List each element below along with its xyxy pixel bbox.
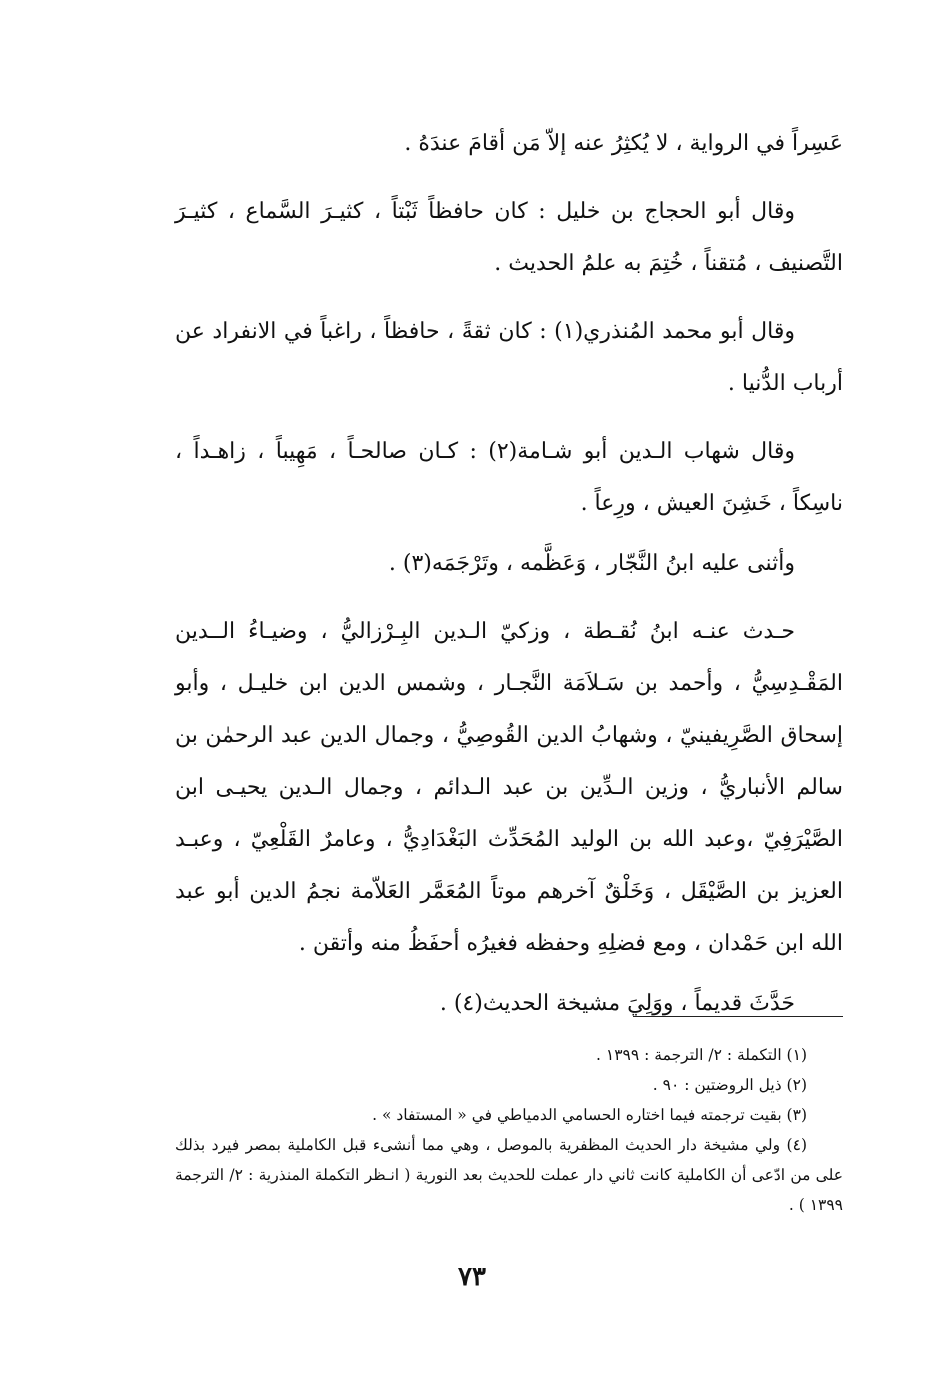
paragraph-continuation: عَسِراً في الرواية ، لا يُكثِرُ عنه إلاّ مَن أقامَ عندَهُ . [404, 131, 843, 156]
footnotes [175, 1040, 843, 1220]
footnote-divider [633, 1016, 843, 1017]
page-number: ٧٣ [458, 1262, 486, 1292]
paragraph-ibn-al-najjar: وأثنى عليه ابنُ النَّجّار ، وَعَظَّمه ، وتَرْجَمَه(٣) . [388, 551, 795, 576]
paragraph-abu-shama-quote: وقال شهاب الـدين أبو شـامة(٢) : كـان صالحـاً ، مَهِيباً ، زاهـداً ، ناسِكاً ، خَشِنَ العيش ، ورِعاً . [175, 439, 843, 516]
footnote-1: (١) التكملة : ٢/ الترجمة : ١٣٩٩ . [596, 1046, 807, 1064]
footnote-4: (٤) ولي مشيخة دار الحديث المظفرية بالموصل ، وهي مما أنشىء قبل الكاملية بمصر فيرد بذلك على من ادّعى أن الكاملية كانت ثاني دار عملت للحديث بعد النورية ( انـظر التكملة المنذرية : ٢/ الترجمة ١٣٩٩ ) . [175, 1136, 843, 1214]
footnote-2: (٢) ذيل الروضتين : ٩٠ . [652, 1076, 807, 1094]
main-text [175, 118, 843, 1046]
paragraph-abu-al-hajjaj-quote: وقال أبو الحجاج بن خليل : كان حافظاً ثَبْتاً ، كثيـرَ السَّماع ، كثيـرَ التَّصنيف ، مُتقناً ، خُتِمَ به علمُ الحديث . [175, 199, 843, 276]
paragraph-mashyakha: حَدَّثَ قديماً ، ووَلِيَ مشيخة الحديث(٤) . [439, 991, 795, 1016]
paragraph-al-mundhiri-quote: وقال أبو محمد المُنذري(١) : كان ثقةً ، حافظاً ، راغباً في الانفراد عن أرباب الدُّنيا . [175, 319, 843, 396]
paragraph-narrators: حـدث عنـه ابنُ نُقـطة ، وزكيّ الـدين البِـرْزاليُّ ، وضيـاءُ الــدين المَقْـدِسِيُّ ، وأحمد بن سَـلاَمَة النَّجـار ، وشمس الدين ابن خليـل ، وأبو إسحاق الصَّرِيفينيّ ، وشهابُ الدين القُوصِيُّ ، وجمال الدين عبد الرحمٰن بن سالم الأنباريُّ ، وزين الـدِّين بن عبد الـدائم ، وجمال الـدين يحيـى ابن الصَّيْرَفِيّ ،وعبد الله بن الوليد المُحَدِّث البَغْدَادِيُّ ، وعامرٌ القَلْعِيّ ، وعبـد العزيز بن الصَّيْقَل ، وَخَلْقٌ آخرهم موتاً المُعَمَّر العَلاّمة نجمُ الدين أبو عبد الله ابن حَمْدان ، ومع فضلِهِ وحفظه فغيرُه أحفَظُ منه وأتقن . [175, 619, 843, 956]
footnote-3: (٣) بقيت ترجمته فيما اختاره الحسامي الدمياطي في « المستفاد » . [372, 1106, 807, 1124]
